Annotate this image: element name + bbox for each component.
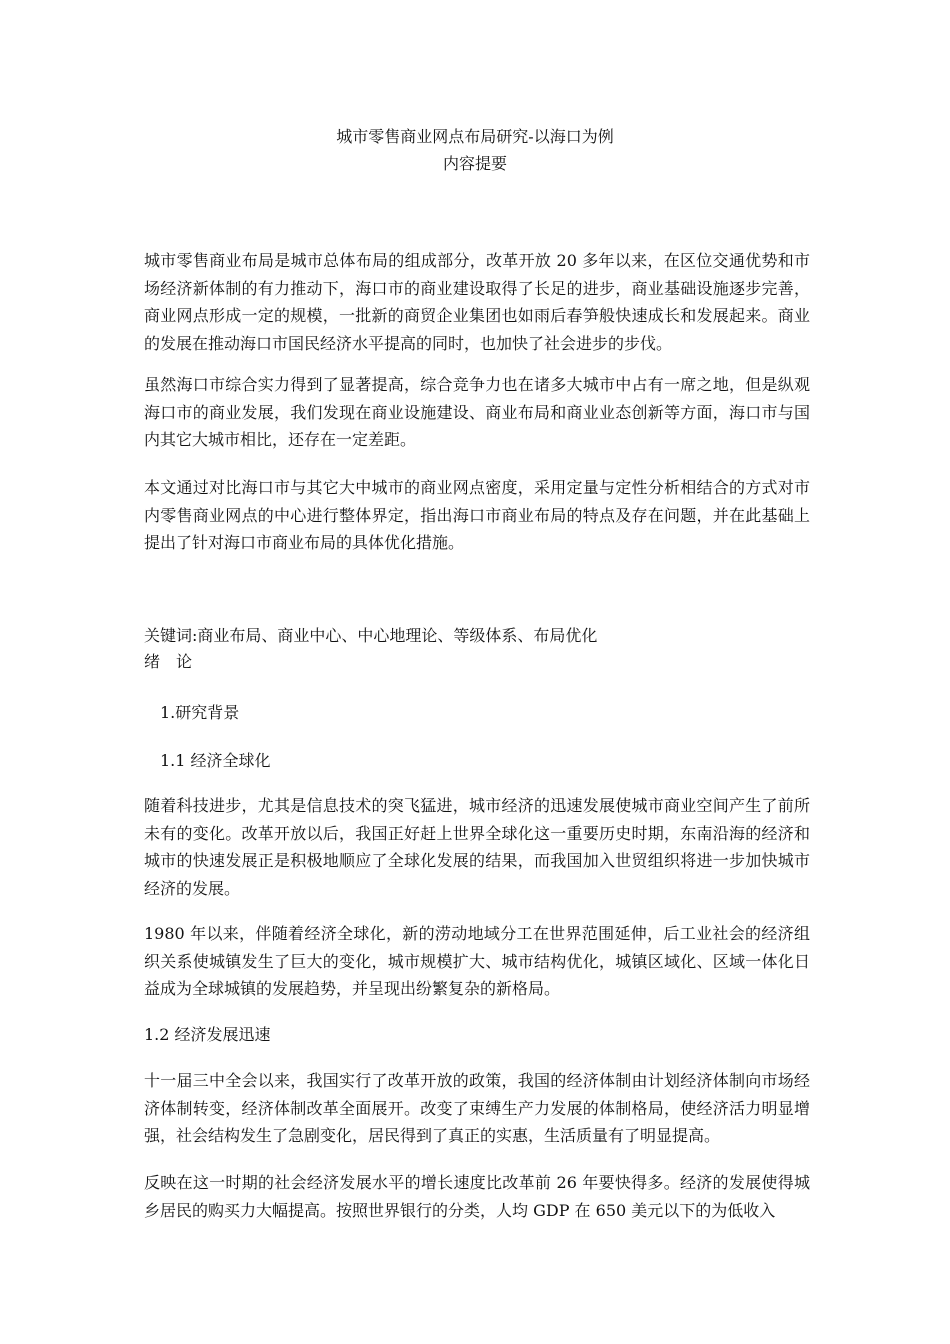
body-paragraph-1-2-a: 十一届三中全会以来，我国实行了改革开放的政策，我国的经济体制由计划经济体制向市场经济体制转变，经济体制改革全面展开。改变了束缚生产力发展的体制格局，使经济活力明显增强，社会结构发生了急剧变化，居民得到了真正的实惠，生活质量有了明显提高。 — [144, 1071, 810, 1145]
abstract-paragraph-3: 本文通过对比海口市与其它大中城市的商业网点密度，采用定量与定性分析相结合的方式对市内零售商业网点的中心进行整体界定，指出海口市商业布局的特点及存在问题，并在此基础上提出了针对海口市商业布局的具体优化措施。 — [144, 478, 810, 552]
abstract-paragraph-2: 虽然海口市综合实力得到了显著提高，综合竞争力也在诸多大城市中占有一席之地，但是纵观海口市的商业发展，我们发现在商业设施建设、商业布局和商业业态创新等方面，海口市与国内其它大城市相比，还存在一定差距。 — [144, 375, 810, 449]
document-title: 城市零售商业网点布局研究-以海口为例 — [336, 127, 614, 146]
abstract-paragraph-1: 城市零售商业布局是城市总体布局的组成部分，改革开放 20 多年以来，在区位交通优势和市场经济新体制的有力推动下，海口市的商业建设取得了长足的进步，商业基础设施逐步完善，商业网点形成一定的规模，一批新的商贸企业集团也如雨后春笋般快速成长和发展起来。商业的发展在推动海口市国民经济水平提高的同时，也加快了社会进步的步伐。 — [144, 251, 810, 353]
section-heading-1: 1.研究背景 — [160, 703, 240, 722]
body-paragraph-1-1-b: 1980 年以来，伴随着经济全球化，新的涝动地域分工在世界范围延伸，后工业社会的经济组织关系使城镇发生了巨大的变化，城市规模扩大、城市结构优化，城镇区域化、区域一体化日益成为全球城镇的发展趋势，并呈现出纷繁复杂的新格局。 — [144, 924, 810, 998]
introduction-heading: 绪 论 — [144, 652, 193, 671]
section-heading-1-1: 1.1 经济全球化 — [160, 751, 271, 770]
body-paragraph-1-1-a: 随着科技进步，尤其是信息技术的突飞猛进，城市经济的迅速发展使城市商业空间产生了前所未有的变化。改革开放以后，我国正好赶上世界全球化这一重要历史时期，东南沿海的经济和城市的快速发展正是积极地顺应了全球化发展的结果，而我国加入世贸组织将进一步加快城市经济的发展。 — [144, 796, 810, 898]
document-subtitle: 内容提要 — [442, 154, 507, 173]
keywords-line: 关键词:商业布局、商业中心、中心地理论、等级体系、布局优化 — [144, 626, 598, 645]
body-paragraph-1-2-b: 反映在这一时期的社会经济发展水平的增长速度比改革前 26 年要快得多。经济的发展使得城乡居民的购买力大幅提高。按照世界银行的分类，人均 GDP 在 650 美元以下的为低收入 — [144, 1173, 810, 1220]
section-heading-1-2: 1.2 经济发展迅速 — [144, 1025, 271, 1044]
